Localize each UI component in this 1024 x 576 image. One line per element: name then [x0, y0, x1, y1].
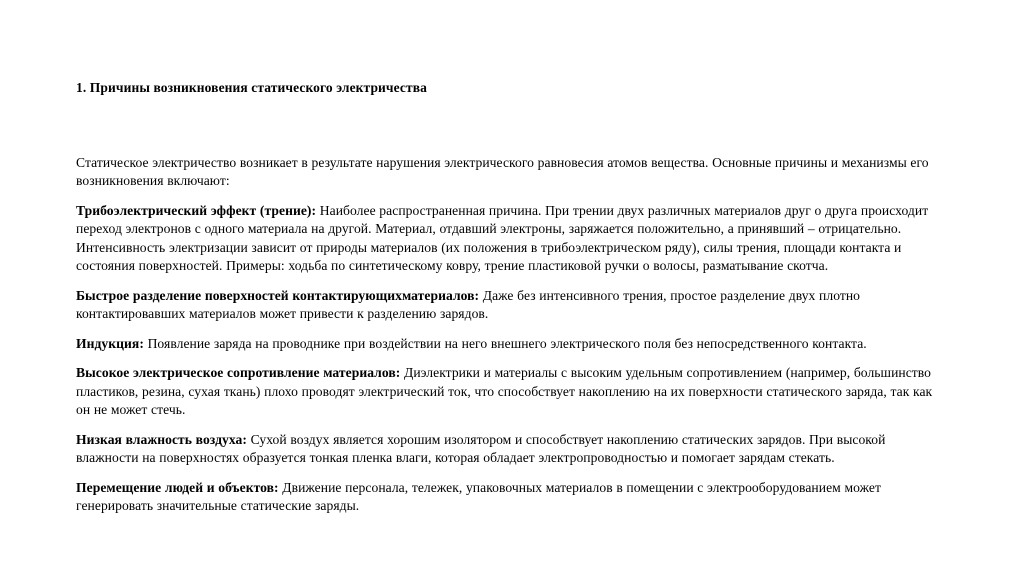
section-lead-humidity: Низкая влажность воздуха: — [76, 431, 247, 447]
heading-spacer — [76, 97, 948, 154]
section-lead-resistance: Высокое электрическое сопротивление материалов: — [76, 365, 401, 381]
section-body-resistance: Диэлектрики и материалы с высоким удельным сопротивлением (например, большинство пластиков, резина, сухая ткань) плохо проводят электрический ток, что способствует накоплению на их поверхности статического заряда, так как он не может стечь. — [76, 365, 933, 417]
section-lead-separation: Быстрое разделение поверхностей контактирующихматериалов: — [76, 287, 480, 303]
section-paragraph-resistance — [76, 364, 948, 419]
section-body-humidity: Сухой воздух является хорошим изолятором и способствует накоплению статических зарядов. При высокой влажности на поверхностях образуется тонкая пленка влаги, которая обладает электропроводностью и помогает зарядам стекать. — [76, 431, 886, 466]
section-paragraph-humidity — [76, 431, 948, 468]
section-paragraph-movement — [76, 479, 948, 516]
section-paragraph-separation — [76, 287, 948, 324]
section-body-movement: Движение персонала, тележек, упаковочных материалов в помещении с электрооборудованием может генерировать значительные статические заряды. — [76, 479, 881, 514]
section-body-induction: Появление заряда на проводнике при воздействии на него внешнего электрического поля без непосредственного контакта. — [143, 335, 867, 351]
section-lead-induction: Индукция: — [76, 335, 144, 351]
section-lead-movement: Перемещение людей и объектов: — [76, 479, 279, 495]
page-title: 1. Причины возникновения статического электричества — [76, 80, 427, 95]
section-paragraph-induction — [76, 335, 948, 353]
section-body-triboelectric: Наиболее распространенная причина. При трении двух различных материалов друг о друга происходит переход электронов с одного материала на другой. Материал, отдавший электроны, заряжается положительно, а принявший – отрицательно. Интенсивность электризации зависит от природы материалов (их положения в трибоэлектрическом ряду), силы трения, площади контакта и состояния поверхностей. Примеры: ходьба по синтетическому ковру, трение пластиковой ручки о волосы, разматывание скотча. — [76, 202, 929, 273]
section-body-separation: Даже без интенсивного трения, простое разделение двух плотно контактировавших материалов может привести к разделению зарядов. — [76, 287, 861, 321]
section-paragraph-triboelectric — [76, 202, 948, 275]
section-lead-triboelectric: Трибоэлектрический эффект (трение): — [76, 202, 317, 218]
intro-paragraph: Статическое электричество возникает в результате нарушения электрического равновесия атомов вещества. Основные причины и механизмы его возникновения включают: — [76, 154, 929, 189]
